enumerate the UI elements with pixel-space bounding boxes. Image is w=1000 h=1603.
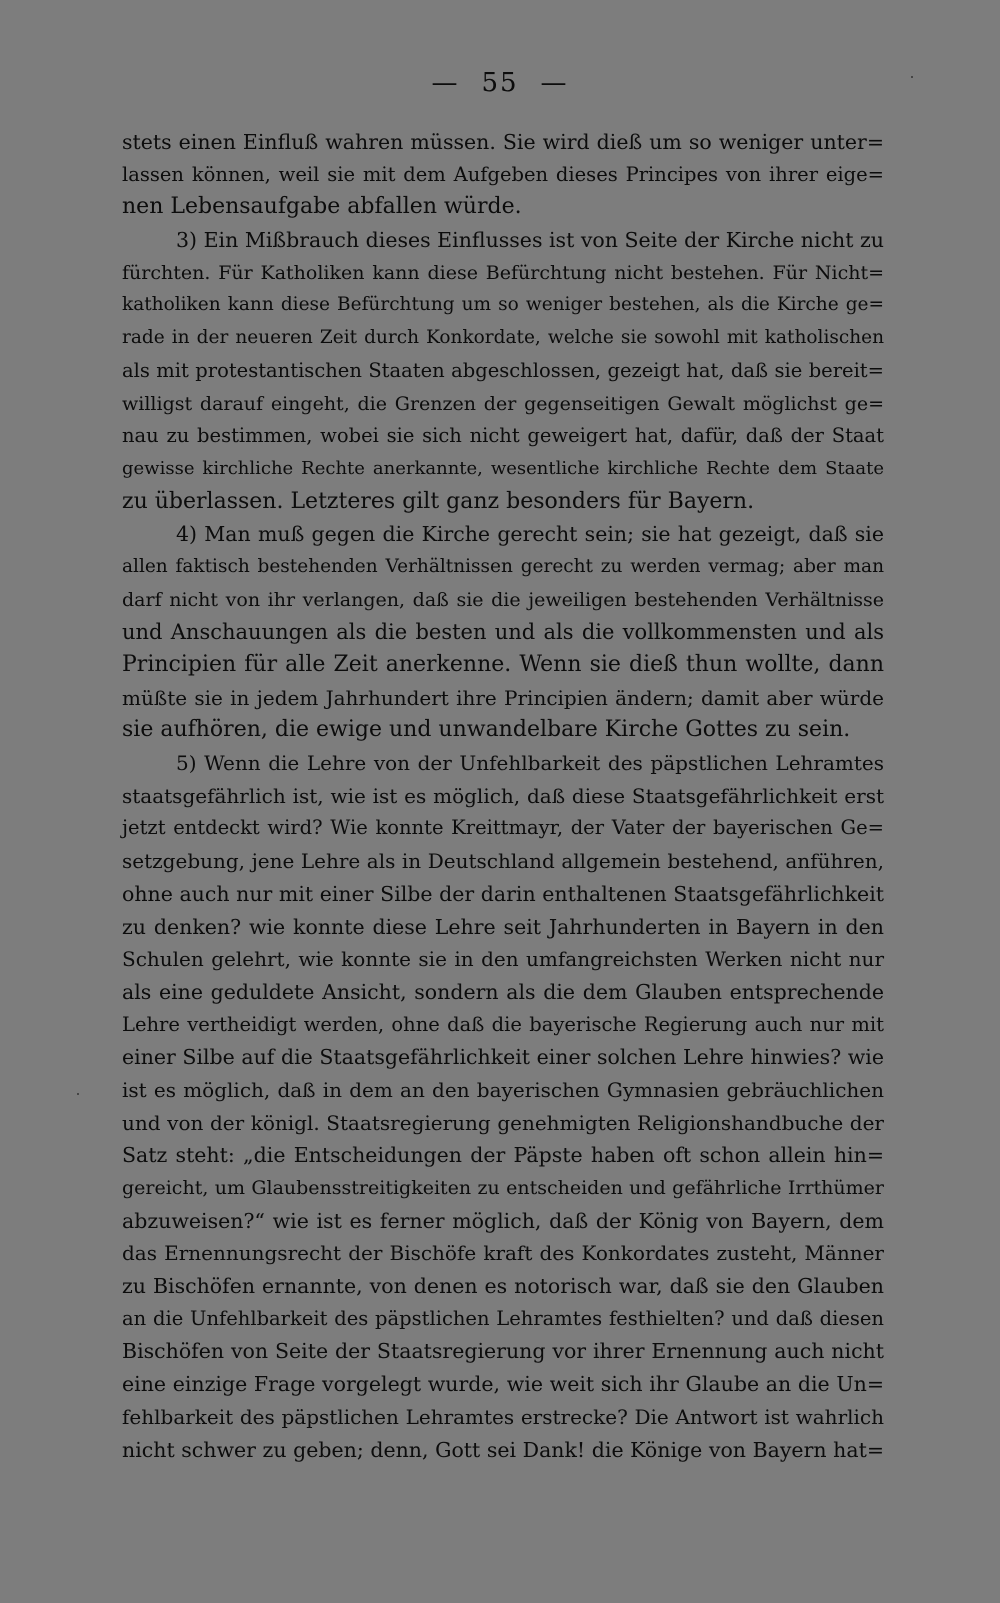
text-line: Lehre vertheidigt werden, ohne daß die bayerische Regierung auch nur mit xyxy=(122,1012,884,1036)
header-dash-right: — xyxy=(540,68,569,98)
text-line: gereicht, um Glaubensstreitigkeiten zu entscheiden und gefährliche Irrthümer xyxy=(122,1177,884,1199)
text-line: Satz steht: „die Entscheidungen der Päpste haben oft schon allein hin= xyxy=(122,1143,884,1168)
text-line: setzgebung, jene Lehre als in Deutschland allgemein bestehend, anführen, xyxy=(122,849,884,874)
text-line: lassen können, weil sie mit dem Aufgeben dieses Principes von ihrer eige= xyxy=(122,162,884,186)
text-line: Bischöfen von Seite der Staatsregierung vor ihrer Ernennung auch nicht xyxy=(122,1339,884,1364)
text-line: und Anschauungen als die besten und als die vollkommensten und als xyxy=(122,620,884,645)
text-line: jetzt entdeckt wird? Wie konnte Kreittmayr, der Vater der bayerischen Ge= xyxy=(122,816,884,840)
text-line: als mit protestantischen Staaten abgeschlossen, gezeigt hat, daß sie bereit= xyxy=(122,358,884,382)
text-line: fürchten. Für Katholiken kann diese Befürchtung nicht bestehen. Für Nicht= xyxy=(122,261,884,284)
text-line: und von der königl. Staatsregierung genehmigten Religionshandbuche der xyxy=(122,1110,884,1135)
text-line: abzuweisen?“ wie ist es ferner möglich, daß der König von Bayern, dem xyxy=(122,1208,884,1233)
text-line: katholiken kann diese Befürchtung um so weniger bestehen, als die Kirche ge= xyxy=(122,294,884,316)
text-line: zu überlassen. Letzteres gilt ganz besonders für Bayern. xyxy=(122,488,755,514)
text-line: sie aufhören, die ewige und unwandelbare Kirche Gottes zu sein. xyxy=(122,717,851,743)
text-line: allen faktisch bestehenden Verhältnissen gerecht zu werden vermag; aber man xyxy=(122,555,884,577)
text-line: Schulen gelehrt, wie konnte sie in den umfangreichsten Werken nicht nur xyxy=(122,947,884,972)
text-line: rade in der neueren Zeit durch Konkordate, welche sie sowohl mit katholischen xyxy=(122,327,884,349)
text-line: das Ernennungsrecht der Bischöfe kraft des Konkordates zusteht, Männer xyxy=(122,1241,884,1266)
page-number: 55 xyxy=(481,68,519,98)
text-line: nau zu bestimmen, wobei sie sich nicht geweigert hat, dafür, daß der Staat xyxy=(122,424,884,448)
text-line: stets einen Einfluß wahren müssen. Sie wird dieß um so weniger unter= xyxy=(122,130,884,154)
text-line: willigst darauf eingeht, die Grenzen der gegenseitigen Gewalt möglichst ge= xyxy=(122,392,884,415)
text-line: einer Silbe auf die Staatsgefährlichkeit einer solchen Lehre hinwies? wie xyxy=(122,1045,884,1070)
header-dash-left: — xyxy=(431,68,460,98)
text-line: 4) Man muß gegen die Kirche gerecht sein; sie hat gezeigt, daß sie xyxy=(176,522,884,547)
text-line: nen Lebensaufgabe abfallen würde. xyxy=(122,194,522,220)
text-line: eine einzige Frage vorgelegt wurde, wie weit sich ihr Glaube an die Un= xyxy=(122,1372,884,1397)
text-line: nicht schwer zu geben; denn, Gott sei Dank! die Könige von Bayern hat= xyxy=(122,1437,884,1462)
dust-speck xyxy=(77,1093,79,1095)
text-line: zu denken? wie konnte diese Lehre seit Jahrhunderten in Bayern in den xyxy=(122,914,884,939)
text-line: 5) Wenn die Lehre von der Unfehlbarkeit des päpstlichen Lehramtes xyxy=(176,751,884,776)
text-line: zu Bischöfen ernannte, von denen es notorisch war, daß sie den Glauben xyxy=(122,1274,884,1299)
page-header xyxy=(0,68,1000,98)
text-line: als eine geduldete Ansicht, sondern als die dem Glauben entsprechende xyxy=(122,979,884,1004)
text-line: Principien für alle Zeit anerkenne. Wenn sie dieß thun wollte, dann xyxy=(122,652,884,677)
text-line: ohne auch nur mit einer Silbe der darin enthaltenen Staatsgefährlichkeit xyxy=(122,881,884,906)
text-line: 3) Ein Mißbrauch dieses Einflusses ist von Seite der Kirche nicht zu xyxy=(176,228,884,253)
dust-speck xyxy=(911,76,913,78)
text-line: an die Unfehlbarkeit des päpstlichen Lehramtes festhielten? und daß diesen xyxy=(122,1306,884,1330)
text-line: ist es möglich, daß in dem an den bayerischen Gymnasien gebräuchlichen xyxy=(122,1077,884,1102)
text-line: müßte sie in jedem Jahrhundert ihre Principien ändern; damit aber würde xyxy=(122,685,884,710)
text-line: staatsgefährlich ist, wie ist es möglich, daß diese Staatsgefährlichkeit erst xyxy=(122,783,884,808)
text-line: gewisse kirchliche Rechte anerkannte, wesentliche kirchliche Rechte dem Staate xyxy=(122,457,884,479)
text-line: fehlbarkeit des päpstlichen Lehramtes erstrecke? Die Antwort ist wahrlich xyxy=(122,1404,884,1429)
text-line: darf nicht von ihr verlangen, daß sie die jeweiligen bestehenden Verhältnisse xyxy=(122,588,884,611)
body-text xyxy=(122,126,884,1466)
